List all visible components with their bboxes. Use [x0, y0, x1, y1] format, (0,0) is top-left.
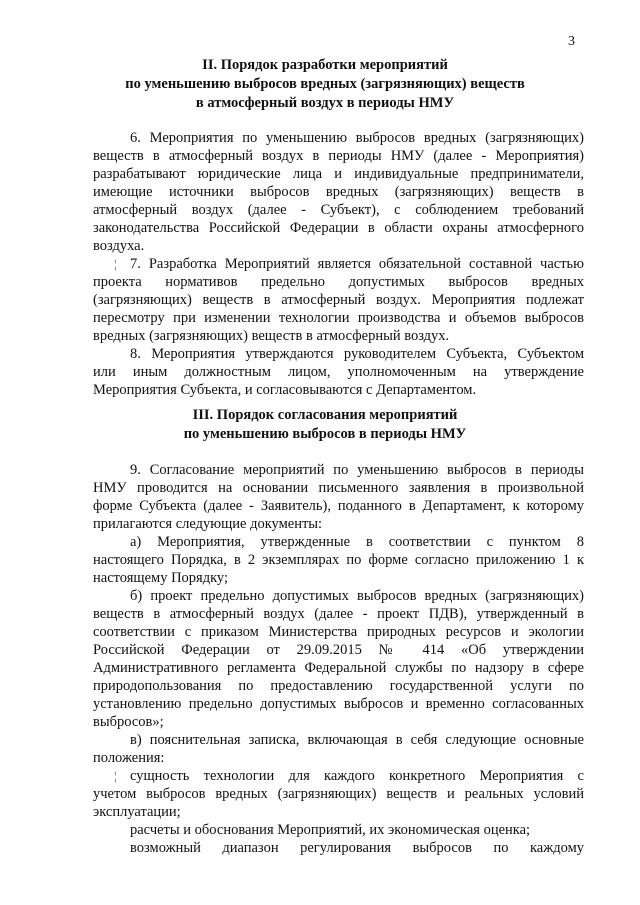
text-line: 7. Разработка Мероприятий является обязательной составной частью — [130, 256, 584, 272]
section-2-title-line: по уменьшению выбросов вредных (загрязняющих) веществ — [125, 76, 525, 92]
text-line: 6. Мероприятия по уменьшению выбросов вредных (загрязняющих) — [130, 130, 584, 146]
text-line: расчеты и обоснования Мероприятий, их экономическая оценка; — [130, 822, 531, 838]
text-line: веществ в атмосферный воздух (далее - проект ПДВ), утвержденный в — [93, 606, 584, 622]
text-line: соответствии с приказом Министерства природных ресурсов и экологии — [93, 624, 584, 640]
text-line: а) Мероприятия, утвержденные в соответствии с пунктом 8 — [130, 534, 584, 550]
page-number: 3 — [568, 34, 575, 49]
text-line: имеющие источники выбросов вредных (загрязняющих) веществ в — [93, 184, 584, 200]
section-2-title-line: в атмосферный воздух в периоды НМУ — [195, 95, 455, 111]
section-3-title-line: III. Порядок согласования мероприятий — [192, 407, 458, 423]
text-line: веществ в атмосферный воздух в периоды НМУ (далее - Мероприятия) — [93, 148, 584, 164]
text-line: проекта нормативов предельно допустимых выбросов вредных — [93, 274, 584, 290]
text-line: Административного регламента Федеральной службы по надзору в сфере — [93, 660, 584, 676]
text-line: пересмотру при изменении технологии производства и объемов выбросов — [93, 310, 584, 326]
text-line: природопользования по предоставлению государственной услуги по — [93, 678, 584, 694]
text-line: 8. Мероприятия утверждаются руководителем Субъекта, Субъектом — [130, 346, 584, 362]
text-line: положения: — [93, 750, 165, 766]
text-line: настоящему Порядку; — [93, 570, 229, 586]
text-line: вредных (загрязняющих) веществ в атмосферный воздух. — [93, 328, 450, 344]
text-line: форме Субъекта (далее - Заявитель), поданного в Департамент, к которому — [93, 498, 584, 514]
text-line: Мероприятия Субъекта, и согласовываются с Департаментом. — [93, 382, 477, 398]
section-2-title-line: II. Порядок разработки мероприятий — [202, 57, 448, 73]
text-line: сущность технологии для каждого конкретного Мероприятия с — [130, 768, 584, 784]
section-3-title-line: по уменьшению выбросов в периоды НМУ — [183, 426, 467, 442]
text-line: воздуха. — [93, 238, 145, 254]
text-line: НМУ проводится на основании письменного заявления в произвольной — [93, 480, 584, 496]
text-line: атмосферный воздух (далее - Субъект), с соблюдением требований — [93, 202, 584, 218]
margin-mark-icon: ¦ — [114, 256, 117, 271]
text-line: установлению предельно допустимых выбросов и временно согласованных — [93, 696, 584, 712]
section-2-heading — [90, 56, 560, 113]
section-3-heading — [90, 406, 560, 444]
text-line: 9. Согласование мероприятий по уменьшению выбросов в периоды — [130, 462, 584, 478]
text-line: б) проект предельно допустимых выбросов вредных (загрязняющих) — [130, 588, 584, 604]
text-line: разрабатывают юридические лица и индивидуальные предприниматели, — [93, 166, 584, 182]
text-line: (загрязняющих) веществ в атмосферный воздух. Мероприятия подлежат — [93, 292, 584, 308]
text-line: эксплуатации; — [93, 804, 181, 820]
text-line: Российской Федерации от 29.09.2015 № 414 «Об утверждении — [93, 642, 584, 658]
text-line: в) пояснительная записка, включающая в себя следующие основные — [130, 732, 584, 748]
margin-mark-icon: ¦ — [114, 768, 117, 783]
text-line: настоящего Порядка, в 2 экземплярах по форме согласно приложению 1 к — [93, 552, 584, 568]
text-line: возможный диапазон регулирования выбросов по каждому — [130, 840, 584, 856]
text-line: выбросов»; — [93, 714, 164, 730]
text-line: или иным должностным лицом, уполномоченным на утверждение — [93, 364, 584, 380]
text-line: законодательства Российской Федерации в области охраны атмосферного — [93, 220, 584, 236]
text-line: прилагаются следующие документы: — [93, 516, 323, 532]
text-line: учетом выбросов вредных (загрязняющих) веществ и реальных условий — [93, 786, 584, 802]
